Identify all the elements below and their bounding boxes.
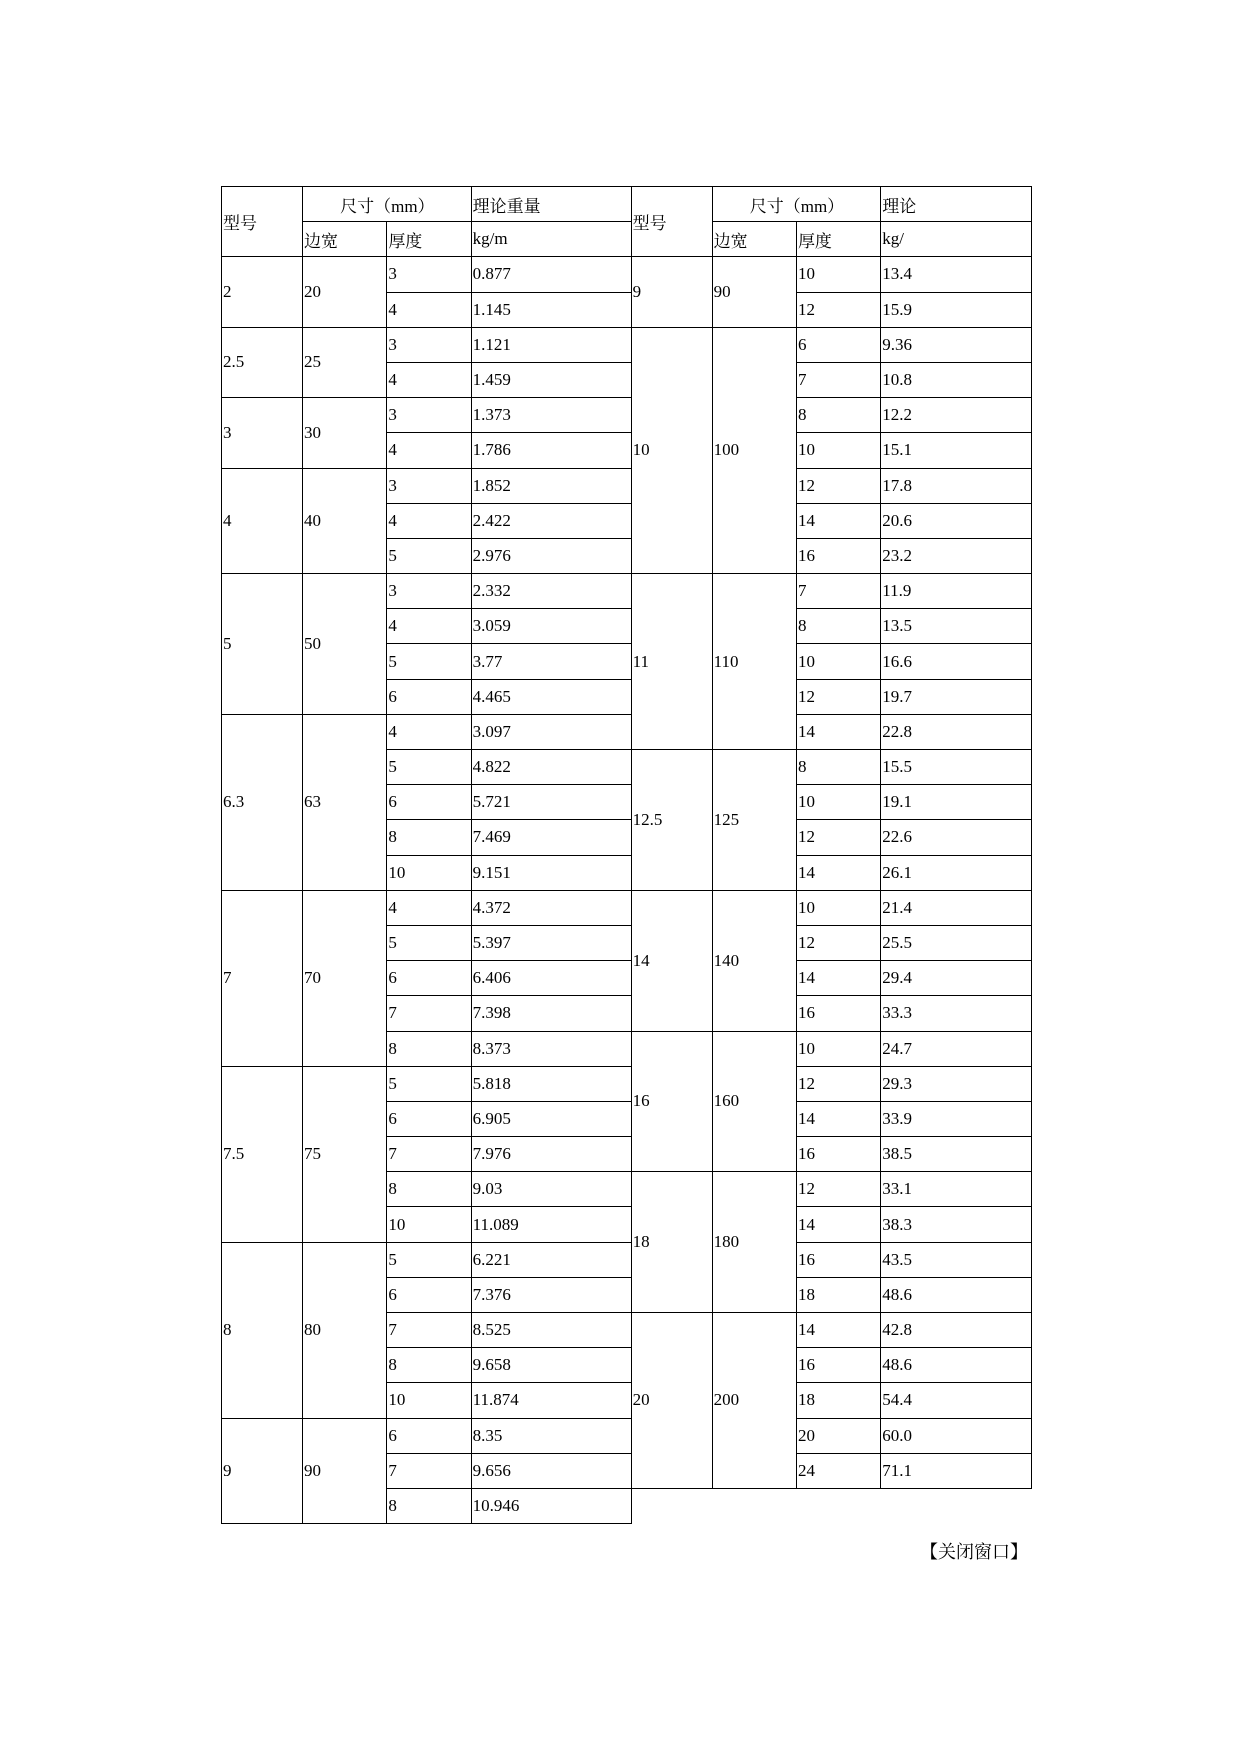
- weight-cell: 5.818: [471, 1066, 631, 1101]
- table-row: [222, 574, 1032, 609]
- thickness-cell: 5: [387, 750, 471, 785]
- weight-cell: 7.398: [471, 996, 631, 1031]
- width-cell: 20: [302, 257, 386, 327]
- weight-cell: 1.145: [471, 292, 631, 327]
- weight-cell: 19.1: [881, 785, 1032, 820]
- weight-cell: 6.221: [471, 1242, 631, 1277]
- thickness-cell: 5: [387, 1066, 471, 1101]
- header-row-1: [222, 187, 1032, 222]
- model-cell: 7.5: [222, 1066, 303, 1242]
- weight-cell: 42.8: [881, 1313, 1032, 1348]
- thickness-cell: 3: [387, 257, 471, 292]
- thickness-cell: 16: [796, 996, 880, 1031]
- weight-cell: 6.406: [471, 961, 631, 996]
- weight-cell: 4.822: [471, 750, 631, 785]
- thickness-cell: 6: [387, 1418, 471, 1453]
- weight-cell: 25.5: [881, 925, 1032, 960]
- header-weight: 理论: [881, 187, 1032, 222]
- weight-cell: 33.3: [881, 996, 1032, 1031]
- width-cell: 50: [302, 574, 386, 715]
- weight-cell: 10.8: [881, 362, 1032, 397]
- weight-cell: 13.4: [881, 257, 1032, 292]
- thickness-cell: 10: [796, 890, 880, 925]
- thickness-cell: 3: [387, 468, 471, 503]
- header-thickness: 厚度: [387, 222, 471, 257]
- weight-cell: 6.905: [471, 1101, 631, 1136]
- thickness-cell: 7: [796, 574, 880, 609]
- table-row: [222, 398, 1032, 433]
- weight-cell: 9.36: [881, 327, 1032, 362]
- thickness-cell: 24: [796, 1453, 880, 1488]
- weight-cell: 8.35: [471, 1418, 631, 1453]
- weight-cell: 15.5: [881, 750, 1032, 785]
- thickness-cell: 14: [796, 1313, 880, 1348]
- thickness-cell: 14: [796, 1207, 880, 1242]
- weight-cell: 33.1: [881, 1172, 1032, 1207]
- thickness-cell: 8: [387, 1172, 471, 1207]
- thickness-cell: 8: [387, 1031, 471, 1066]
- model-cell: 9: [631, 257, 712, 327]
- weight-cell: 12.2: [881, 398, 1032, 433]
- header-thickness: 厚度: [796, 222, 880, 257]
- header-width: 边宽: [712, 222, 796, 257]
- thickness-cell: 6: [387, 785, 471, 820]
- width-cell: 80: [302, 1242, 386, 1418]
- thickness-cell: 18: [796, 1383, 880, 1418]
- thickness-cell: 6: [796, 327, 880, 362]
- thickness-cell: 12: [796, 925, 880, 960]
- thickness-cell: 4: [387, 433, 471, 468]
- angle-steel-weight-table: [221, 186, 1032, 1524]
- table-row: [222, 1242, 1032, 1277]
- width-cell: 100: [712, 327, 796, 573]
- thickness-cell: 3: [387, 574, 471, 609]
- weight-cell: 15.1: [881, 433, 1032, 468]
- thickness-cell: 5: [387, 1242, 471, 1277]
- weight-cell: 23.2: [881, 538, 1032, 573]
- weight-cell: 9.151: [471, 855, 631, 890]
- weight-cell: 38.5: [881, 1137, 1032, 1172]
- table-row: [222, 890, 1032, 925]
- model-cell: 2.5: [222, 327, 303, 397]
- thickness-cell: 8: [796, 398, 880, 433]
- weight-cell: 9.656: [471, 1453, 631, 1488]
- thickness-cell: 10: [387, 855, 471, 890]
- weight-cell: 29.4: [881, 961, 1032, 996]
- weight-cell: 2.332: [471, 574, 631, 609]
- weight-cell: 20.6: [881, 503, 1032, 538]
- thickness-cell: 10: [387, 1383, 471, 1418]
- thickness-cell: 10: [387, 1207, 471, 1242]
- model-cell: 6.3: [222, 714, 303, 890]
- weight-cell: 71.1: [881, 1453, 1032, 1488]
- weight-cell: 13.5: [881, 609, 1032, 644]
- model-cell: 3: [222, 398, 303, 468]
- close-window-link[interactable]: 【关闭窗口】: [920, 1542, 1028, 1562]
- weight-cell: 22.6: [881, 820, 1032, 855]
- thickness-cell: 6: [387, 961, 471, 996]
- model-cell: 16: [631, 1031, 712, 1172]
- weight-cell: 8.373: [471, 1031, 631, 1066]
- model-cell: 8: [222, 1242, 303, 1418]
- weight-cell: 54.4: [881, 1383, 1032, 1418]
- weight-cell: 11.089: [471, 1207, 631, 1242]
- thickness-cell: 4: [387, 362, 471, 397]
- weight-cell: 19.7: [881, 679, 1032, 714]
- width-cell: 160: [712, 1031, 796, 1172]
- width-cell: 200: [712, 1313, 796, 1489]
- width-cell: 90: [302, 1418, 386, 1524]
- weight-cell: 26.1: [881, 855, 1032, 890]
- model-cell: 18: [631, 1172, 712, 1313]
- thickness-cell: 16: [796, 1137, 880, 1172]
- thickness-cell: 8: [387, 820, 471, 855]
- model-cell: 14: [631, 890, 712, 1031]
- thickness-cell: 4: [387, 609, 471, 644]
- thickness-cell: 5: [387, 644, 471, 679]
- weight-cell: 16.6: [881, 644, 1032, 679]
- header-unit: kg/m: [471, 222, 631, 257]
- table-row: [222, 468, 1032, 503]
- thickness-cell: 16: [796, 1242, 880, 1277]
- weight-cell: 38.3: [881, 1207, 1032, 1242]
- thickness-cell: 3: [387, 398, 471, 433]
- header-size: 尺寸（mm）: [302, 187, 471, 222]
- table-row: [222, 714, 1032, 749]
- thickness-cell: 6: [387, 679, 471, 714]
- weight-cell: 0.877: [471, 257, 631, 292]
- width-cell: 90: [712, 257, 796, 327]
- model-cell: 4: [222, 468, 303, 574]
- empty-cell: [631, 1488, 1031, 1523]
- thickness-cell: 8: [796, 750, 880, 785]
- weight-cell: 1.852: [471, 468, 631, 503]
- thickness-cell: 7: [387, 996, 471, 1031]
- model-cell: 7: [222, 890, 303, 1066]
- weight-cell: 22.8: [881, 714, 1032, 749]
- table-row: [222, 327, 1032, 362]
- weight-cell: 5.721: [471, 785, 631, 820]
- weight-cell: 7.469: [471, 820, 631, 855]
- header-width: 边宽: [302, 222, 386, 257]
- width-cell: 140: [712, 890, 796, 1031]
- weight-cell: 2.976: [471, 538, 631, 573]
- thickness-cell: 12: [796, 1172, 880, 1207]
- weight-cell: 15.9: [881, 292, 1032, 327]
- thickness-cell: 10: [796, 785, 880, 820]
- width-cell: 40: [302, 468, 386, 574]
- model-cell: 5: [222, 574, 303, 715]
- weight-cell: 7.976: [471, 1137, 631, 1172]
- thickness-cell: 12: [796, 468, 880, 503]
- weight-cell: 60.0: [881, 1418, 1032, 1453]
- thickness-cell: 14: [796, 503, 880, 538]
- thickness-cell: 8: [387, 1488, 471, 1523]
- width-cell: 180: [712, 1172, 796, 1313]
- header-weight: 理论重量: [471, 187, 631, 222]
- weight-cell: 4.465: [471, 679, 631, 714]
- weight-cell: 24.7: [881, 1031, 1032, 1066]
- width-cell: 30: [302, 398, 386, 468]
- weight-cell: 4.372: [471, 890, 631, 925]
- thickness-cell: 4: [387, 714, 471, 749]
- thickness-cell: 5: [387, 538, 471, 573]
- thickness-cell: 14: [796, 961, 880, 996]
- weight-cell: 11.874: [471, 1383, 631, 1418]
- weight-cell: 10.946: [471, 1488, 631, 1523]
- thickness-cell: 16: [796, 538, 880, 573]
- weight-cell: 1.121: [471, 327, 631, 362]
- thickness-cell: 4: [387, 890, 471, 925]
- header-size: 尺寸（mm）: [712, 187, 881, 222]
- table-row: [222, 257, 1032, 292]
- weight-cell: 2.422: [471, 503, 631, 538]
- thickness-cell: 8: [796, 609, 880, 644]
- thickness-cell: 18: [796, 1277, 880, 1312]
- table-frame: [221, 186, 1032, 1556]
- weight-cell: 7.376: [471, 1277, 631, 1312]
- thickness-cell: 6: [387, 1101, 471, 1136]
- width-cell: 75: [302, 1066, 386, 1242]
- thickness-cell: 16: [796, 1348, 880, 1383]
- thickness-cell: 7: [387, 1137, 471, 1172]
- thickness-cell: 10: [796, 433, 880, 468]
- width-cell: 110: [712, 574, 796, 750]
- weight-cell: 3.097: [471, 714, 631, 749]
- width-cell: 25: [302, 327, 386, 397]
- weight-cell: 3.77: [471, 644, 631, 679]
- weight-cell: 11.9: [881, 574, 1032, 609]
- thickness-cell: 6: [387, 1277, 471, 1312]
- weight-cell: 43.5: [881, 1242, 1032, 1277]
- thickness-cell: 12: [796, 679, 880, 714]
- weight-cell: 33.9: [881, 1101, 1032, 1136]
- thickness-cell: 7: [387, 1453, 471, 1488]
- weight-cell: 1.373: [471, 398, 631, 433]
- weight-cell: 48.6: [881, 1277, 1032, 1312]
- model-cell: 2: [222, 257, 303, 327]
- weight-cell: 1.786: [471, 433, 631, 468]
- thickness-cell: 14: [796, 1101, 880, 1136]
- width-cell: 70: [302, 890, 386, 1066]
- weight-cell: 3.059: [471, 609, 631, 644]
- weight-cell: 1.459: [471, 362, 631, 397]
- thickness-cell: 10: [796, 1031, 880, 1066]
- thickness-cell: 4: [387, 292, 471, 327]
- table-row: [222, 1066, 1032, 1101]
- thickness-cell: 10: [796, 257, 880, 292]
- header-model: 型号: [222, 187, 303, 257]
- header-row-2: [222, 222, 1032, 257]
- thickness-cell: 3: [387, 327, 471, 362]
- weight-cell: 8.525: [471, 1313, 631, 1348]
- thickness-cell: 12: [796, 820, 880, 855]
- thickness-cell: 20: [796, 1418, 880, 1453]
- table-row: [222, 1418, 1032, 1453]
- weight-cell: 9.03: [471, 1172, 631, 1207]
- model-cell: 11: [631, 574, 712, 750]
- thickness-cell: 5: [387, 925, 471, 960]
- thickness-cell: 14: [796, 714, 880, 749]
- model-cell: 10: [631, 327, 712, 573]
- weight-cell: 5.397: [471, 925, 631, 960]
- thickness-cell: 10: [796, 644, 880, 679]
- thickness-cell: 8: [387, 1348, 471, 1383]
- thickness-cell: 14: [796, 855, 880, 890]
- width-cell: 125: [712, 750, 796, 891]
- thickness-cell: 4: [387, 503, 471, 538]
- thickness-cell: 12: [796, 1066, 880, 1101]
- weight-cell: 21.4: [881, 890, 1032, 925]
- model-cell: 20: [631, 1313, 712, 1489]
- weight-cell: 48.6: [881, 1348, 1032, 1383]
- thickness-cell: 7: [796, 362, 880, 397]
- thickness-cell: 7: [387, 1313, 471, 1348]
- weight-cell: 29.3: [881, 1066, 1032, 1101]
- width-cell: 63: [302, 714, 386, 890]
- weight-cell: 17.8: [881, 468, 1032, 503]
- thickness-cell: 12: [796, 292, 880, 327]
- model-cell: 9: [222, 1418, 303, 1524]
- header-model: 型号: [631, 187, 712, 257]
- model-cell: 12.5: [631, 750, 712, 891]
- weight-cell: 9.658: [471, 1348, 631, 1383]
- header-unit: kg/: [881, 222, 1032, 257]
